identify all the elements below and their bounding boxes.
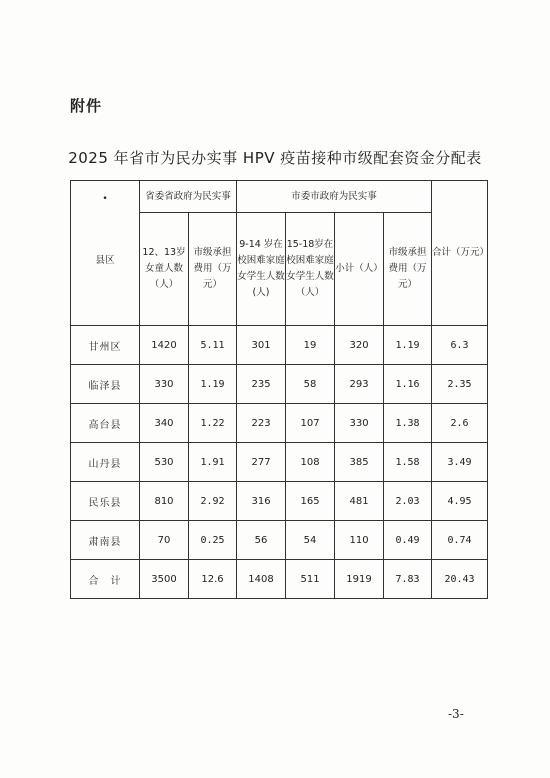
county-cell: 肃南县 bbox=[71, 521, 140, 560]
county-header bbox=[71, 181, 140, 326]
n1518-cell: 19 bbox=[286, 326, 335, 365]
corner-mark: • bbox=[102, 194, 108, 204]
subtotal-cell: 481 bbox=[335, 482, 384, 521]
prov-cost-cell: 1.19 bbox=[189, 365, 237, 404]
total-header: 合计（万元） bbox=[432, 181, 488, 326]
table-title: 2025 年省市为民办实事 HPV 疫苗接种市级配套资金分配表 bbox=[68, 149, 482, 167]
city-cost-header: 市级承担费用（万元） bbox=[384, 213, 432, 326]
county-cell: 合 计 bbox=[71, 560, 140, 599]
girls-cell: 340 bbox=[140, 404, 189, 443]
girls-cell: 3500 bbox=[140, 560, 189, 599]
prov-cost-cell: 2.92 bbox=[189, 482, 237, 521]
table-row bbox=[71, 482, 488, 521]
city-cost-cell: 7.83 bbox=[384, 560, 432, 599]
city-group-header: 市委市政府为民实事 bbox=[237, 181, 432, 213]
prov-cost-header: 市级承担费用（万元） bbox=[189, 213, 237, 326]
girls-cell: 530 bbox=[140, 443, 189, 482]
n914-cell: 235 bbox=[237, 365, 286, 404]
city-cost-cell: 2.03 bbox=[384, 482, 432, 521]
n914-cell: 223 bbox=[237, 404, 286, 443]
subtotal-cell: 320 bbox=[335, 326, 384, 365]
provincial-group-header: 省委省政府为民实事 bbox=[140, 181, 237, 213]
n1518-cell: 54 bbox=[286, 521, 335, 560]
county-cell: 临泽县 bbox=[71, 365, 140, 404]
total-cell: 6.3 bbox=[432, 326, 488, 365]
table-row bbox=[71, 404, 488, 443]
n1518-cell: 511 bbox=[286, 560, 335, 599]
prov-cost-cell: 12.6 bbox=[189, 560, 237, 599]
table-row bbox=[71, 365, 488, 404]
attachment-label: 附件 bbox=[70, 97, 103, 115]
table-row bbox=[71, 443, 488, 482]
n914-cell: 316 bbox=[237, 482, 286, 521]
n914-cell: 277 bbox=[237, 443, 286, 482]
city-cost-cell: 1.38 bbox=[384, 404, 432, 443]
n914-cell: 301 bbox=[237, 326, 286, 365]
total-cell: 2.35 bbox=[432, 365, 488, 404]
subtotal-cell: 293 bbox=[335, 365, 384, 404]
n914-cell: 1408 bbox=[237, 560, 286, 599]
subtotal-cell: 385 bbox=[335, 443, 384, 482]
city-cost-cell: 1.19 bbox=[384, 326, 432, 365]
girls-9-14-header: 9-14 岁在校困难家庭女学生人数(人) bbox=[237, 213, 286, 326]
girls-cell: 810 bbox=[140, 482, 189, 521]
subtotal-header: 小计（人） bbox=[335, 213, 384, 326]
n1518-cell: 165 bbox=[286, 482, 335, 521]
n1518-cell: 58 bbox=[286, 365, 335, 404]
n1518-cell: 108 bbox=[286, 443, 335, 482]
girls-cell: 330 bbox=[140, 365, 189, 404]
total-cell: 4.95 bbox=[432, 482, 488, 521]
girls-cell: 70 bbox=[140, 521, 189, 560]
allocation-table bbox=[70, 180, 488, 599]
total-cell: 3.49 bbox=[432, 443, 488, 482]
total-cell: 2.6 bbox=[432, 404, 488, 443]
county-cell: 山丹县 bbox=[71, 443, 140, 482]
county-cell: 甘州区 bbox=[71, 326, 140, 365]
total-cell: 20.43 bbox=[432, 560, 488, 599]
prov-cost-cell: 5.11 bbox=[189, 326, 237, 365]
girls-12-13-header: 12、13岁女童人数（人） bbox=[140, 213, 189, 326]
page-number: -3- bbox=[448, 707, 464, 721]
city-cost-cell: 1.16 bbox=[384, 365, 432, 404]
prov-cost-cell: 1.91 bbox=[189, 443, 237, 482]
girls-cell: 1420 bbox=[140, 326, 189, 365]
n1518-cell: 107 bbox=[286, 404, 335, 443]
county-cell: 民乐县 bbox=[71, 482, 140, 521]
table-row bbox=[71, 326, 488, 365]
n914-cell: 56 bbox=[237, 521, 286, 560]
county-header-label: 县区 bbox=[95, 255, 115, 266]
county-cell: 高台县 bbox=[71, 404, 140, 443]
subtotal-cell: 1919 bbox=[335, 560, 384, 599]
table-row bbox=[71, 521, 488, 560]
city-cost-cell: 0.49 bbox=[384, 521, 432, 560]
total-row bbox=[71, 560, 488, 599]
total-cell: 0.74 bbox=[432, 521, 488, 560]
prov-cost-cell: 1.22 bbox=[189, 404, 237, 443]
city-cost-cell: 1.58 bbox=[384, 443, 432, 482]
prov-cost-cell: 0.25 bbox=[189, 521, 237, 560]
subtotal-cell: 330 bbox=[335, 404, 384, 443]
subtotal-cell: 110 bbox=[335, 521, 384, 560]
girls-15-18-header: 15-18岁在校困难家庭女学生人数（人） bbox=[286, 213, 335, 326]
